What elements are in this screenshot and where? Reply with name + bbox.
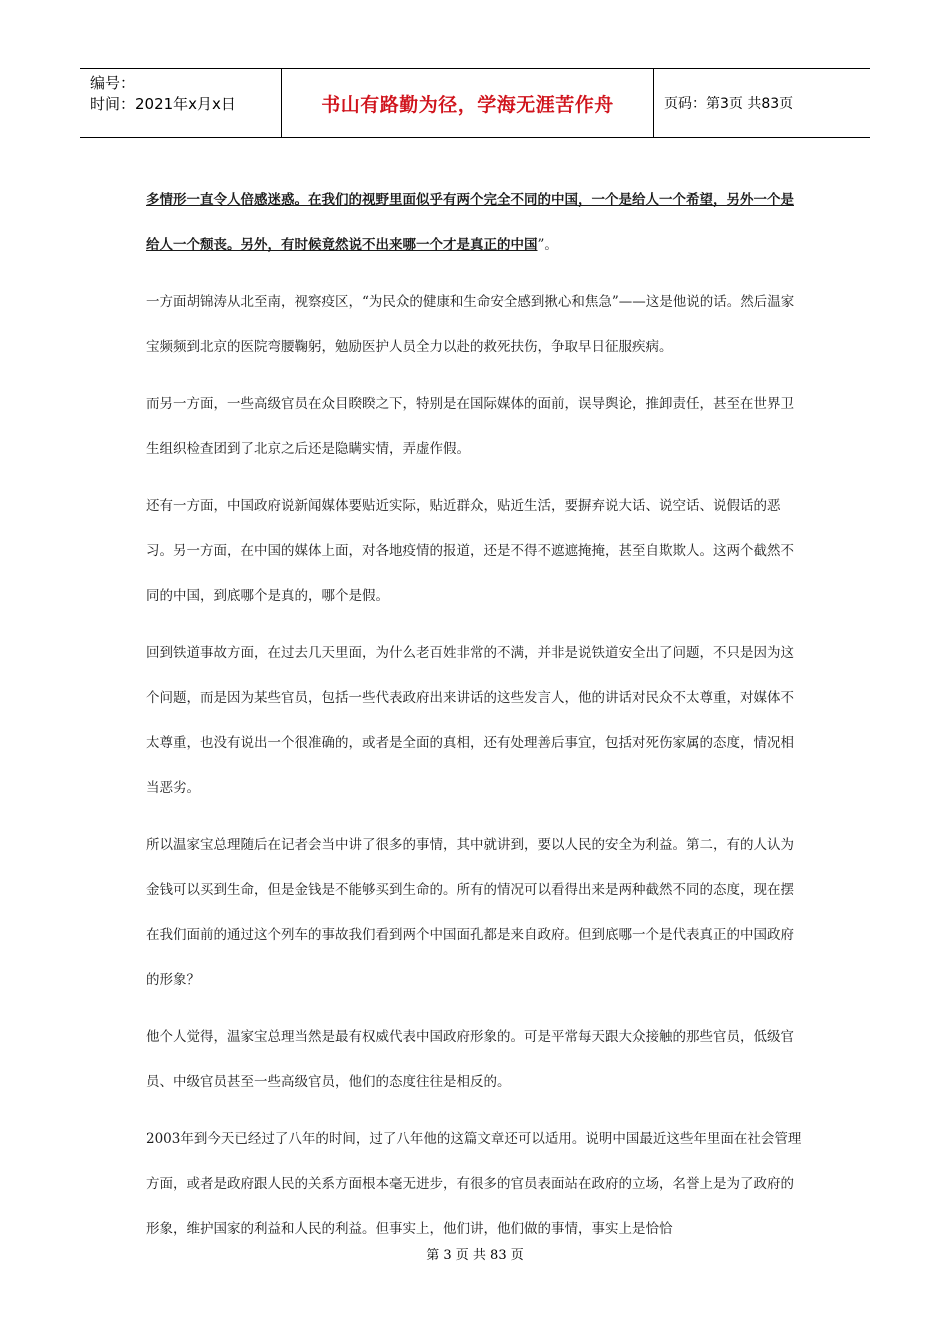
- paragraph-8: 2003年到今天已经过了八年的时间，过了八年他的这篇文章还可以适用。说明中国最近这些年里面在社会管理方面，或者是政府跟人民的关系方面根本毫无进步，有很多的官员表面站在政府的立场，名誉上是为了政府的形象，维护国家的利益和人民的利益。但事实上，他们讲，他们做的事情，事实上是恰恰: [146, 1131, 802, 1237]
- header-page-info: 页码：第3页 共83页: [664, 96, 794, 112]
- paragraph-1: [146, 178, 806, 268]
- number-label: 编号：: [90, 74, 136, 92]
- date-label: 时间：2021年x月x日: [90, 95, 236, 113]
- header-motto: 书山有路勤为径，学海无涯苦作舟: [282, 69, 654, 137]
- paragraph-5: 回到铁道事故方面，在过去几天里面，为什么老百姓非常的不满，并非是说铁道安全出了问题，不只是因为这个问题，而是因为某些官员，包括一些代表政府出来讲话的这些发言人，他的讲话对民众不太尊重，对媒体不太尊重，也没有说出一个很准确的，或者是全面的真相，还有处理善后事宜，包括对死伤家属的态度，情况相当恶劣。: [146, 645, 794, 796]
- emphasized-text: 多情形一直令人倍感迷惑。在我们的视野里面似乎有两个完全不同的中国，一个是给人一个希望，另外一个是给人一个颓丧。另外，有时候竟然说不出来哪一个才是真正的中国: [146, 192, 794, 253]
- document-header: [80, 68, 870, 138]
- header-meta: [80, 69, 282, 137]
- page-footer: 第 3 页 共 83 页: [426, 1248, 524, 1263]
- paragraph-2: 一方面胡锦涛从北至南，视察疫区，“为民众的健康和生命安全感到揪心和焦急”——这是他说的话。然后温家宝频频到北京的医院弯腰鞠躬，勉励医护人员全力以赴的救死扶伤，争取早日征服疾病。: [146, 294, 795, 355]
- document-body: [146, 178, 806, 1264]
- paragraph-7: 他个人觉得，温家宝总理当然是最有权威代表中国政府形象的。可是平常每天跟大众接触的那些官员，低级官员、中级官员甚至一些高级官员，他们的态度往往是相反的。: [146, 1029, 794, 1090]
- paragraph-6: 所以温家宝总理随后在记者会当中讲了很多的事情，其中就讲到，要以人民的安全为利益。第二，有的人认为金钱可以买到生命，但是金钱是不能够买到生命的。所有的情况可以看得出来是两种截然不同的态度，现在摆在我们面前的通过这个列车的事故我们看到两个中国面孔都是来自政府。但到底哪一个是代表真正的中国政府的形象？: [146, 837, 794, 988]
- paragraph-3: 而另一方面，一些高级官员在众目睽睽之下，特别是在国际媒体的面前，误导舆论，推卸责任，甚至在世界卫生组织检查团到了北京之后还是隐瞒实情，弄虚作假。: [146, 396, 794, 457]
- paragraph-text: ”。: [537, 237, 558, 253]
- paragraph-4: 还有一方面，中国政府说新闻媒体要贴近实际，贴近群众，贴近生活，要摒弃说大话、说空话、说假话的恶习。另一方面，在中国的媒体上面，对各地疫情的报道，还是不得不遮遮掩掩，甚至自欺欺人。这两个截然不同的中国，到底哪个是真的，哪个是假。: [146, 498, 794, 604]
